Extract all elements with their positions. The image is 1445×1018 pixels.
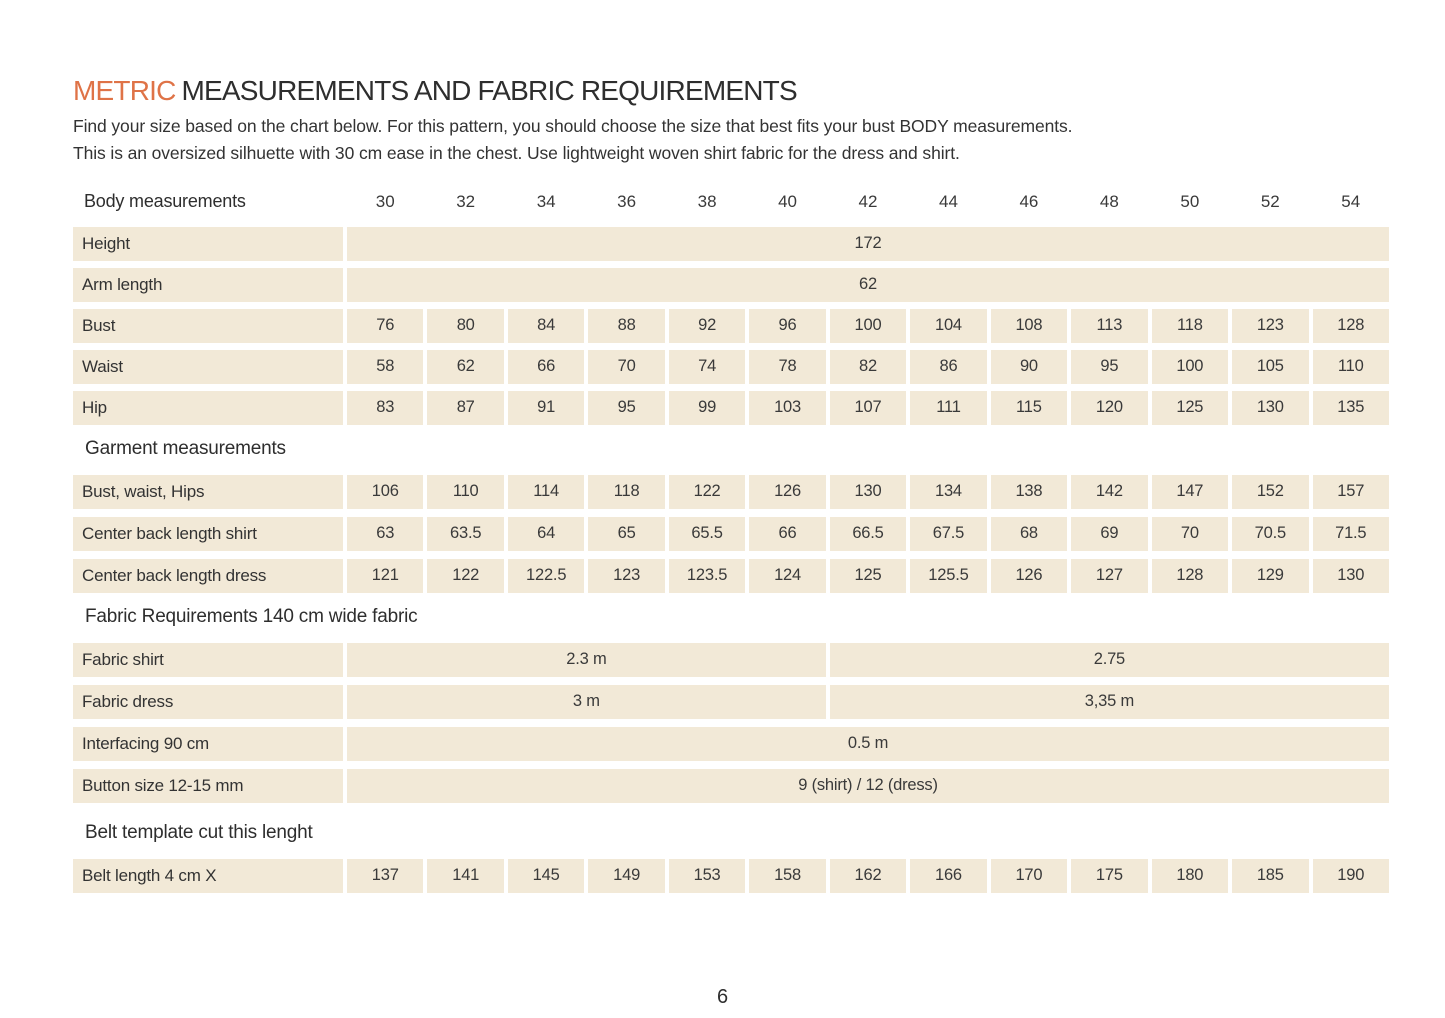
- value-cell: 74: [669, 350, 745, 384]
- value-cell: 166: [910, 859, 986, 893]
- value-cell: 121: [347, 559, 423, 593]
- value-cell: 95: [588, 391, 664, 425]
- size-header: 30: [375, 191, 395, 211]
- row-label: Arm length: [73, 268, 343, 302]
- value-cell: 107: [830, 391, 906, 425]
- value-cell: 125: [830, 559, 906, 593]
- value-cell: 66: [749, 517, 825, 551]
- value-cell: 130: [830, 475, 906, 509]
- value-cell: 111: [910, 391, 986, 425]
- size-header: 40: [778, 191, 797, 211]
- value-cell: 123.5: [669, 559, 745, 593]
- value-cell: 129: [1232, 559, 1308, 593]
- row-label: Bust: [73, 309, 343, 343]
- value-cell: 123: [588, 559, 664, 593]
- value-cell: 134: [910, 475, 986, 509]
- value-cell: 138: [991, 475, 1067, 509]
- value-cell: 170: [991, 859, 1067, 893]
- value-cell: 142: [1071, 475, 1147, 509]
- page-title: [73, 76, 1389, 107]
- table-row: [73, 350, 1389, 384]
- row-label: Interfacing 90 cm: [73, 727, 343, 761]
- value-cell: 92: [669, 309, 745, 343]
- table-header-label: Body measurements: [84, 191, 246, 212]
- page-number: 6: [716, 986, 729, 1008]
- page-title-rest: MEASUREMENTS AND FABRIC REQUIREMENTS: [181, 75, 797, 106]
- size-header: 42: [858, 191, 878, 211]
- table-row: [73, 190, 1389, 214]
- value-cell: 88: [588, 309, 664, 343]
- row-label: Height: [73, 227, 343, 261]
- span-value-cell-left: 3 m: [347, 685, 826, 719]
- value-cell: 118: [1152, 309, 1228, 343]
- size-header: 54: [1341, 191, 1361, 211]
- value-cell: 58: [347, 350, 423, 384]
- value-cell: 175: [1071, 859, 1147, 893]
- size-header: 36: [617, 191, 637, 211]
- value-cell: 130: [1313, 559, 1389, 593]
- row-label: Hip: [73, 391, 343, 425]
- table-row: [73, 391, 1389, 425]
- value-cell: 66.5: [830, 517, 906, 551]
- value-cell: 152: [1232, 475, 1308, 509]
- value-cell: 120: [1071, 391, 1147, 425]
- value-cell: 128: [1313, 309, 1389, 343]
- table-row: [73, 859, 1389, 893]
- intro-text-line2: This is an oversized silhuette with 30 cm ease in the chest. Use lightweight woven shirt fabric for the dress and shirt.: [73, 142, 960, 163]
- value-cell: 99: [669, 391, 745, 425]
- value-cell: 70: [588, 350, 664, 384]
- size-header: 38: [697, 191, 717, 211]
- row-label: Fabric dress: [73, 685, 343, 719]
- row-label: Belt length 4 cm X: [73, 859, 343, 893]
- value-cell: 135: [1313, 391, 1389, 425]
- value-cell: 71.5: [1313, 517, 1389, 551]
- value-cell: 128: [1152, 559, 1228, 593]
- value-cell: 66: [508, 350, 584, 384]
- table-row: [73, 309, 1389, 343]
- value-cell: 63: [347, 517, 423, 551]
- value-cell: 106: [347, 475, 423, 509]
- value-cell: 127: [1071, 559, 1147, 593]
- span-value-cell: 172: [347, 227, 1389, 261]
- row-label: Center back length shirt: [73, 517, 343, 551]
- table-row: [73, 685, 1389, 719]
- table-row: [73, 643, 1389, 677]
- table-row: [73, 268, 1389, 302]
- value-cell: 149: [588, 859, 664, 893]
- value-cell: 84: [508, 309, 584, 343]
- value-cell: 115: [991, 391, 1067, 425]
- span-value-cell-right: 2.75: [830, 643, 1389, 677]
- span-value-cell-right: 3,35 m: [830, 685, 1389, 719]
- value-cell: 68: [991, 517, 1067, 551]
- value-cell: 126: [991, 559, 1067, 593]
- value-cell: 180: [1152, 859, 1228, 893]
- value-cell: 69: [1071, 517, 1147, 551]
- table-row: [73, 769, 1389, 803]
- page-title-accent: METRIC: [73, 75, 176, 106]
- value-cell: 62: [427, 350, 503, 384]
- intro-text-line1: Find your size based on the chart below. For this pattern, you should choose the size that best fits your bust BODY measurements.: [73, 115, 1073, 136]
- size-header: 32: [456, 191, 476, 211]
- value-cell: 122: [669, 475, 745, 509]
- table-row: [73, 559, 1389, 593]
- value-cell: 80: [427, 309, 503, 343]
- value-cell: 64: [508, 517, 584, 551]
- value-cell: 153: [669, 859, 745, 893]
- size-header: 34: [536, 191, 556, 211]
- span-value-cell: 0.5 m: [347, 727, 1389, 761]
- value-cell: 118: [588, 475, 664, 509]
- section-title-belt: Belt template cut this lenght: [85, 821, 313, 843]
- value-cell: 147: [1152, 475, 1228, 509]
- value-cell: 125: [1152, 391, 1228, 425]
- value-cell: 104: [910, 309, 986, 343]
- value-cell: 185: [1232, 859, 1308, 893]
- document-page: [73, 76, 1389, 900]
- value-cell: 87: [427, 391, 503, 425]
- value-cell: 76: [347, 309, 423, 343]
- value-cell: 158: [749, 859, 825, 893]
- value-cell: 70: [1152, 517, 1228, 551]
- value-cell: 157: [1313, 475, 1389, 509]
- value-cell: 105: [1232, 350, 1308, 384]
- value-cell: 137: [347, 859, 423, 893]
- value-cell: 91: [508, 391, 584, 425]
- table-row: [73, 227, 1389, 261]
- table-row: [73, 475, 1389, 509]
- row-label: Button size 12-15 mm: [73, 769, 343, 803]
- size-header: 50: [1180, 191, 1200, 211]
- value-cell: 113: [1071, 309, 1147, 343]
- value-cell: 100: [1152, 350, 1228, 384]
- row-label: Fabric shirt: [73, 643, 343, 677]
- row-label: Center back length dress: [73, 559, 343, 593]
- value-cell: 110: [1313, 350, 1389, 384]
- value-cell: 122.5: [508, 559, 584, 593]
- span-value-cell: 9 (shirt) / 12 (dress): [347, 769, 1389, 803]
- value-cell: 130: [1232, 391, 1308, 425]
- value-cell: 114: [508, 475, 584, 509]
- value-cell: 65: [588, 517, 664, 551]
- value-cell: 124: [749, 559, 825, 593]
- table-row: [73, 517, 1389, 551]
- value-cell: 190: [1313, 859, 1389, 893]
- span-value-cell-left: 2.3 m: [347, 643, 826, 677]
- value-cell: 108: [991, 309, 1067, 343]
- span-value-cell: 62: [347, 268, 1389, 302]
- section-title-fabric: Fabric Requirements 140 cm wide fabric: [85, 605, 418, 627]
- value-cell: 83: [347, 391, 423, 425]
- row-label: Bust, waist, Hips: [73, 475, 343, 509]
- value-cell: 65.5: [669, 517, 745, 551]
- value-cell: 103: [749, 391, 825, 425]
- value-cell: 123: [1232, 309, 1308, 343]
- value-cell: 145: [508, 859, 584, 893]
- value-cell: 78: [749, 350, 825, 384]
- value-cell: 63.5: [427, 517, 503, 551]
- value-cell: 141: [427, 859, 503, 893]
- value-cell: 122: [427, 559, 503, 593]
- value-cell: 86: [910, 350, 986, 384]
- row-label: Waist: [73, 350, 343, 384]
- section-title-garment: Garment measurements: [85, 437, 286, 459]
- value-cell: 67.5: [910, 517, 986, 551]
- value-cell: 125.5: [910, 559, 986, 593]
- size-header: 46: [1019, 191, 1039, 211]
- value-cell: 90: [991, 350, 1067, 384]
- table-row: [73, 727, 1389, 761]
- value-cell: 82: [830, 350, 906, 384]
- size-header: 48: [1099, 191, 1119, 211]
- value-cell: 95: [1071, 350, 1147, 384]
- size-header: 52: [1260, 191, 1280, 211]
- value-cell: 162: [830, 859, 906, 893]
- value-cell: 126: [749, 475, 825, 509]
- value-cell: 96: [749, 309, 825, 343]
- measurement-table: [73, 190, 1389, 893]
- value-cell: 110: [427, 475, 503, 509]
- value-cell: 100: [830, 309, 906, 343]
- value-cell: 70.5: [1232, 517, 1308, 551]
- size-header: 44: [938, 191, 958, 211]
